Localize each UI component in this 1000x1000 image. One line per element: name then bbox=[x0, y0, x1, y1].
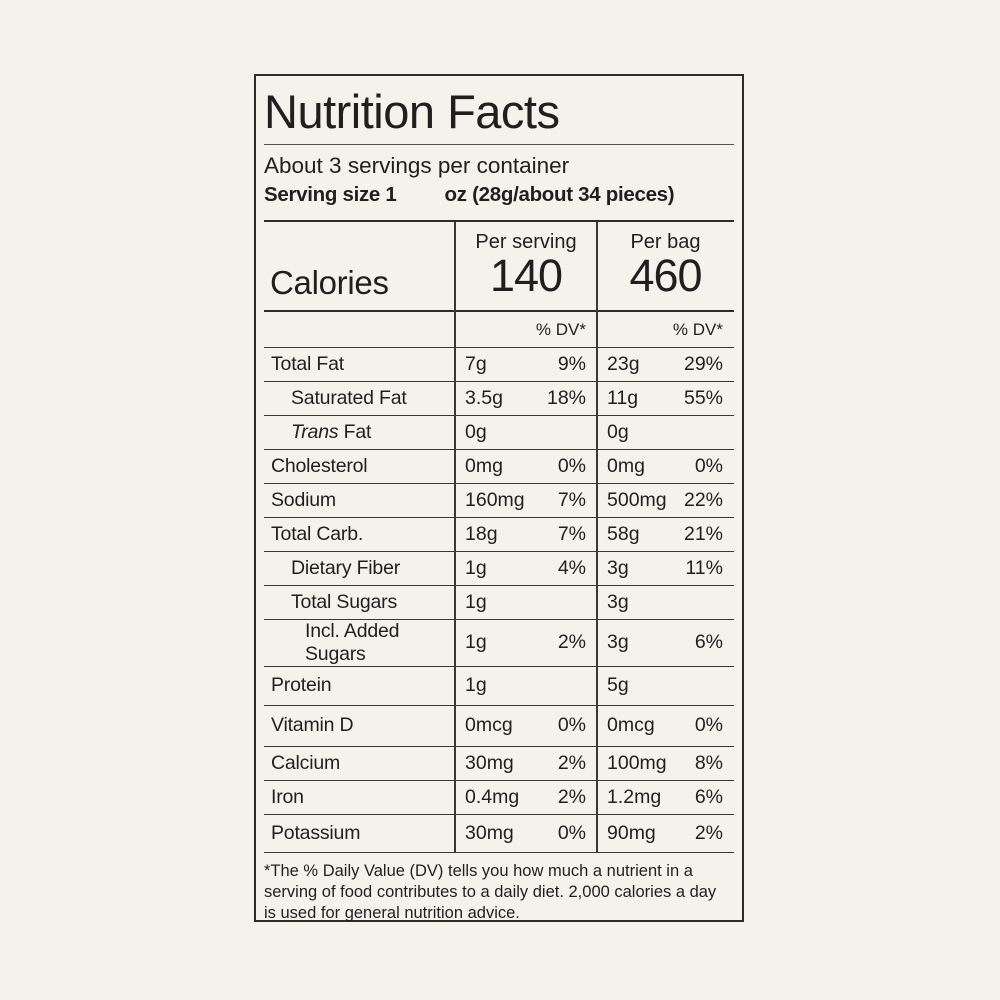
serving-daily-value: 7% bbox=[557, 488, 586, 511]
nutrient-name: Protein bbox=[271, 674, 332, 697]
bag-amount: 3g bbox=[607, 590, 629, 613]
serving-value-cell bbox=[455, 591, 597, 614]
serving-daily-value: 9% bbox=[557, 352, 586, 375]
nutrient-name: Sodium bbox=[271, 488, 336, 511]
per-serving-header: Per serving bbox=[475, 230, 577, 253]
serving-value-cell bbox=[455, 674, 597, 697]
nutrient-row bbox=[264, 706, 734, 747]
bag-amount: 100mg bbox=[607, 751, 667, 774]
per-bag-calories-value: 460 bbox=[629, 249, 702, 301]
label-title: Nutrition Facts bbox=[264, 85, 560, 138]
dv-header-serving: % DV* bbox=[535, 319, 586, 339]
serving-amount: 1g bbox=[465, 674, 487, 697]
bag-amount: 500mg bbox=[607, 488, 667, 511]
serving-value-cell bbox=[455, 387, 597, 410]
serving-daily-value: 2% bbox=[557, 751, 586, 774]
nutrient-name: Total Fat bbox=[271, 352, 344, 375]
nutrient-name: Iron bbox=[271, 785, 304, 808]
nutrition-table bbox=[264, 222, 734, 853]
serving-amount: 0mg bbox=[465, 454, 503, 477]
nutrient-name: Saturated Fat bbox=[291, 386, 407, 409]
bag-value-cell bbox=[597, 489, 734, 512]
serving-value-cell bbox=[455, 455, 597, 478]
nutrient-row bbox=[264, 484, 734, 518]
calories-row bbox=[264, 222, 734, 312]
nutrient-row bbox=[264, 815, 734, 853]
serving-amount: 0mcg bbox=[465, 714, 513, 737]
nutrient-row bbox=[264, 450, 734, 484]
calories-label: Calories bbox=[270, 263, 389, 301]
bag-daily-value: 29% bbox=[683, 352, 723, 375]
bag-amount: 0mcg bbox=[607, 714, 655, 737]
serving-daily-value: 0% bbox=[557, 714, 586, 737]
nutrient-name: Cholesterol bbox=[271, 454, 368, 477]
serving-amount: 18g bbox=[465, 522, 498, 545]
bag-value-cell bbox=[597, 714, 734, 737]
serving-value-cell bbox=[455, 752, 597, 775]
nutrient-name: Vitamin D bbox=[271, 714, 354, 737]
serving-value-cell bbox=[455, 822, 597, 845]
bag-value-cell bbox=[597, 591, 734, 614]
serving-size-label: Serving size 1 bbox=[264, 183, 397, 206]
nutrient-row bbox=[264, 382, 734, 416]
bag-value-cell bbox=[597, 421, 734, 444]
serving-amount: 1g bbox=[465, 590, 487, 613]
serving-value-cell bbox=[455, 353, 597, 376]
bag-value-cell bbox=[597, 523, 734, 546]
nutrient-row bbox=[264, 416, 734, 450]
serving-daily-value: 2% bbox=[557, 785, 586, 808]
serving-value-cell bbox=[455, 557, 597, 580]
nutrient-row bbox=[264, 586, 734, 620]
nutrient-name: Total Sugars bbox=[291, 590, 397, 613]
nutrient-row bbox=[264, 667, 734, 706]
nutrient-row bbox=[264, 518, 734, 552]
serving-amount: 160mg bbox=[465, 488, 525, 511]
bag-daily-value: 6% bbox=[694, 785, 723, 808]
bag-amount: 11g bbox=[607, 386, 639, 409]
bag-daily-value: 6% bbox=[694, 631, 723, 654]
serving-daily-value: 2% bbox=[557, 631, 586, 654]
per-serving-calories-value: 140 bbox=[489, 249, 563, 301]
bag-amount: 23g bbox=[607, 352, 640, 375]
bag-amount: 0mg bbox=[607, 454, 645, 477]
bag-amount: 90mg bbox=[607, 821, 656, 844]
serving-amount: 0.4mg bbox=[465, 785, 520, 808]
serving-value-cell bbox=[455, 786, 597, 809]
bag-value-cell bbox=[597, 822, 734, 845]
nutrient-row bbox=[264, 747, 734, 781]
bag-daily-value: 0% bbox=[694, 454, 723, 477]
nutrient-name: Total Carb. bbox=[271, 522, 364, 545]
per-bag-calories bbox=[597, 222, 734, 310]
bag-amount: 3g bbox=[607, 556, 629, 579]
title-divider bbox=[264, 144, 734, 146]
bag-daily-value: 0% bbox=[694, 714, 723, 737]
bag-amount: 0g bbox=[607, 420, 629, 443]
bag-daily-value: 11% bbox=[685, 556, 723, 579]
bag-value-cell bbox=[597, 557, 734, 580]
footnote: *The % Daily Value (DV) tells you how much a nutrient in a serving of food contributes to a daily diet. 2,000 calories a day is used for general nutrition advice. bbox=[264, 861, 717, 923]
serving-daily-value: 4% bbox=[557, 556, 586, 579]
serving-size-detail: oz (28g/about 34 pieces) bbox=[444, 183, 675, 206]
daily-value-header-row bbox=[264, 312, 734, 348]
bag-amount: 58g bbox=[607, 522, 640, 545]
per-serving-calories bbox=[455, 222, 597, 310]
serving-value-cell bbox=[455, 714, 597, 737]
serving-size-line bbox=[264, 183, 734, 207]
nutrient-row bbox=[264, 348, 734, 382]
nutrient-name: Potassium bbox=[271, 821, 361, 844]
servings-per-container: About 3 servings per container bbox=[264, 153, 570, 179]
column-divider-2 bbox=[596, 222, 598, 853]
bag-value-cell bbox=[597, 387, 734, 410]
bag-daily-value: 22% bbox=[683, 488, 723, 511]
nutrient-name: Trans Fat bbox=[291, 420, 372, 443]
serving-value-cell bbox=[455, 489, 597, 512]
bag-value-cell bbox=[597, 455, 734, 478]
bag-value-cell bbox=[597, 353, 734, 376]
serving-daily-value: 7% bbox=[557, 522, 586, 545]
column-divider-1 bbox=[454, 222, 456, 853]
bag-daily-value: 21% bbox=[683, 522, 723, 545]
nutrient-name: Dietary Fiber bbox=[291, 556, 401, 579]
dv-header-bag: % DV* bbox=[672, 319, 723, 339]
bag-amount: 3g bbox=[607, 631, 629, 654]
nutrient-row bbox=[264, 620, 734, 667]
serving-value-cell bbox=[455, 523, 597, 546]
serving-amount: 1g bbox=[465, 556, 487, 579]
serving-amount: 30mg bbox=[465, 821, 514, 844]
bag-value-cell bbox=[597, 674, 734, 697]
serving-amount: 3.5g bbox=[465, 386, 503, 409]
nutrition-facts-label bbox=[254, 74, 744, 922]
serving-amount: 1g bbox=[465, 631, 487, 654]
nutrient-rows bbox=[264, 348, 734, 853]
bag-daily-value: 8% bbox=[694, 751, 723, 774]
bag-value-cell bbox=[597, 752, 734, 775]
serving-daily-value: 0% bbox=[557, 454, 586, 477]
serving-daily-value: 0% bbox=[557, 821, 586, 844]
serving-amount: 7g bbox=[465, 352, 487, 375]
nutrient-row bbox=[264, 781, 734, 815]
serving-value-cell bbox=[455, 421, 597, 444]
bag-value-cell bbox=[597, 631, 734, 654]
serving-value-cell bbox=[455, 631, 597, 654]
nutrient-name: Incl. Added Sugars bbox=[305, 619, 400, 665]
bag-value-cell bbox=[597, 786, 734, 809]
per-bag-header: Per bag bbox=[630, 230, 701, 253]
bag-amount: 1.2mg bbox=[607, 785, 662, 808]
nutrient-name: Calcium bbox=[271, 751, 341, 774]
serving-amount: 30mg bbox=[465, 751, 514, 774]
bag-daily-value: 55% bbox=[683, 386, 723, 409]
serving-amount: 0g bbox=[465, 420, 487, 443]
nutrient-row bbox=[264, 552, 734, 586]
bag-daily-value: 2% bbox=[694, 821, 723, 844]
serving-daily-value: 18% bbox=[546, 386, 586, 409]
bag-amount: 5g bbox=[607, 674, 629, 697]
